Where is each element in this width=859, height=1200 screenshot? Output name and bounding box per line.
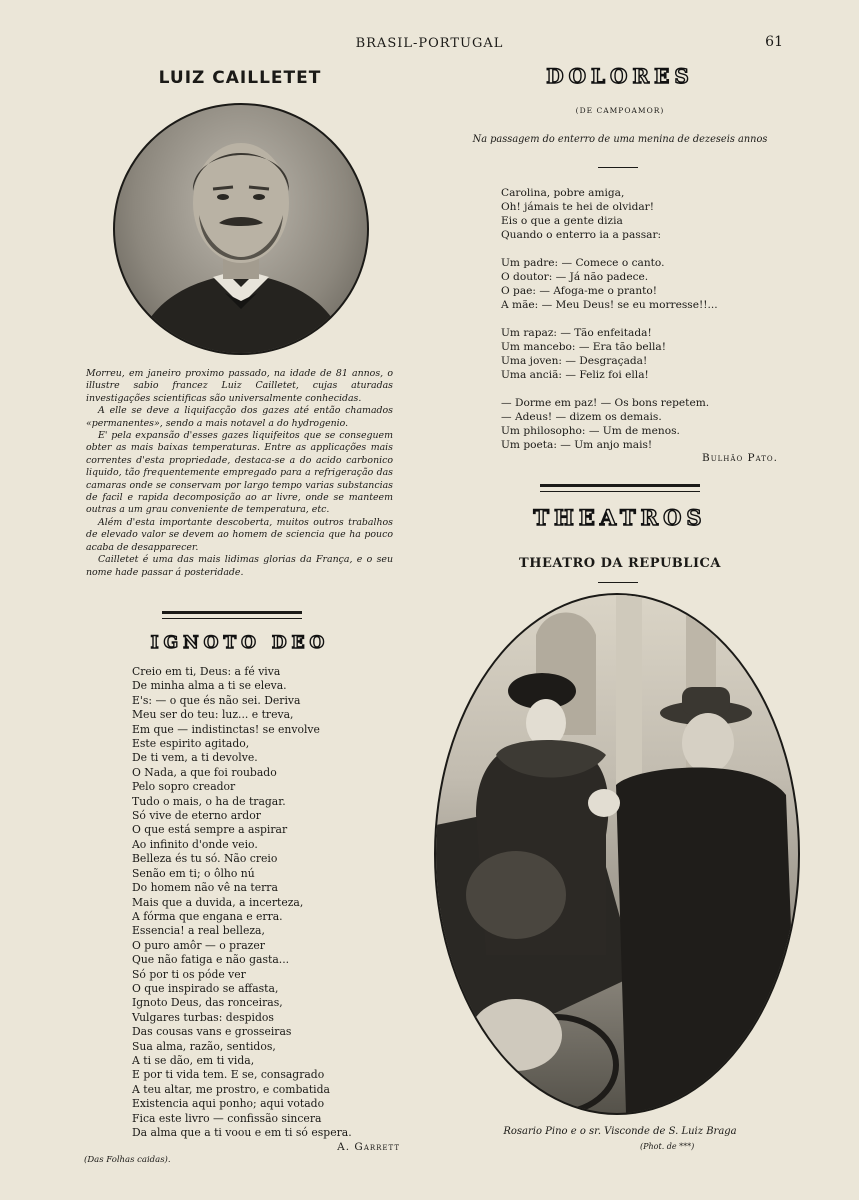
poem-line: Ignoto Deus, das ronceiras, (132, 996, 283, 1010)
poem-line: Sua alma, razão, sentidos, (132, 1039, 276, 1053)
poem-line: Creio em ti, Deus: a fé viva (132, 665, 281, 678)
poem-body (132, 665, 372, 1140)
poem-line: Belleza és tu só. Não creio (132, 852, 278, 866)
poem-line: Um rapaz: — Tão enfeitada! (501, 327, 652, 339)
poem-author: A. Garrett (337, 1141, 400, 1153)
poem-title: DOLORES (546, 64, 694, 88)
poem-line: Senão em ti; o ôlho nú (132, 866, 255, 880)
poem-line: Oh! jámais te hei de olvidar! (501, 201, 655, 213)
poem-line: Só por ti os póde ver (132, 967, 246, 981)
poem-line: Da alma que a ti voou e em ti só espera. (132, 1126, 352, 1139)
poem-line: E's: — o que és não sei. Deriva (132, 693, 301, 707)
poem-title: IGNOTO DEO (150, 633, 330, 653)
running-header: BRASIL-PORTUGAL (355, 36, 504, 51)
section-divider (540, 491, 700, 492)
poem-line: Ao infinito d'onde veio. (132, 837, 258, 851)
subsection-divider (598, 582, 638, 583)
poem-line: A mãe: — Meu Deus! se eu morresse!!... (501, 299, 718, 311)
poem-line: A teu altar, me prostro, e combatida (132, 1082, 330, 1096)
article-paragraph: Além d'esta importante descoberta, muitos outros trabalhos de elevado valor se devem ao homem de sciencia que ha pouco acaba de desapparecer. (86, 516, 393, 553)
portrait-illustration (115, 105, 367, 353)
epigraph-divider (598, 167, 638, 168)
poem-author: Bulhão Pato. (702, 452, 778, 464)
poem-line: Existencia aqui ponho; aqui votado (132, 1097, 325, 1111)
poem-epigraph: Na passagem do enterro de uma menina de dezeseis annos (472, 134, 768, 145)
poem-line: O que inspirado se affasta, (132, 981, 279, 995)
poem-line: — Adeus! — dizem os demais. (501, 411, 662, 423)
poem-line: Uma joven: — Desgraçada! (501, 355, 648, 367)
article-title: LUIZ CAILLETET (158, 68, 322, 88)
section-divider (540, 484, 700, 487)
poem-line: Este espirito agitado, (132, 737, 250, 751)
section-divider (162, 618, 302, 619)
portrait-photo (113, 103, 369, 355)
poem-line: Mais que a duvida, a incerteza, (132, 895, 304, 909)
poem-line: Em que — indistinctas! se envolve (132, 722, 320, 736)
poem-line: O pae: — Afoga-me o pranto! (501, 285, 658, 297)
theatre-illustration (436, 595, 798, 1113)
poem-line: Fica este livro — confissão sincera (132, 1111, 322, 1125)
article-paragraph: Morreu, em janeiro proximo passado, na idade de 81 annos, o illustre sabio francez Luiz Cailletet, cujas aturadas investigações scientificas são universalmente conhecidas. (86, 368, 393, 404)
poem-line: Das cousas vans e grosseiras (132, 1025, 292, 1039)
article-paragraph: A elle se deve a liquifacção dos gazes até então chamados «permanentes», sendo a mais notavel a do hydrogenio. (86, 405, 393, 429)
poem-line: Uma anciã: — Feliz foi ella! (501, 369, 649, 381)
poem-line: A ti se dão, em ti vida, (132, 1053, 255, 1067)
poem-line: Um mancebo: — Era tão bella! (501, 341, 666, 353)
poem-line: Tudo o mais, o ha de tragar. (132, 794, 286, 808)
poem-source: (Das Folhas caidas). (84, 1155, 171, 1165)
poem-line: Pelo sopro creador (132, 780, 236, 794)
theatre-photo (434, 593, 800, 1115)
poem-line: Só vive de eterno ardor (132, 809, 261, 823)
poem-line: Vulgares turbas: despidos (132, 1010, 274, 1024)
poem-line: O Nada, a que foi roubado (132, 765, 277, 779)
photo-credit: (Phot. de ***) (640, 1142, 695, 1151)
poem-line: O puro amôr — o prazer (132, 938, 265, 952)
poem-line: Que não fatiga e não gasta... (132, 953, 290, 967)
poem-line: De ti vem, a ti devolve. (132, 751, 258, 765)
poem-line: Eis o que a gente dizia (501, 215, 623, 227)
poem-line: Um padre: — Comece o canto. (501, 257, 665, 269)
poem-line: Quando o enterro ia a passar: (501, 229, 662, 241)
section-title: THEATROS (533, 505, 707, 530)
article-text (86, 368, 393, 579)
poem-line: Do homem não vê na terra (132, 881, 278, 895)
poem-line: Carolina, pobre amiga, (501, 187, 625, 199)
poem-line: Essencia! a real belleza, (132, 924, 265, 938)
poem-line: O doutor: — Já não padece. (501, 271, 649, 283)
poem-line: Um philosopho: — Um de menos. (501, 425, 680, 437)
article-paragraph: Cailletet é uma das mais lidimas glorias da França, e o seu nome hade passar á posteridade. (86, 554, 393, 578)
section-divider (162, 611, 302, 614)
photo-caption: Rosario Pino e o sr. Visconde de S. Luiz Braga (503, 1126, 737, 1137)
poem-line: Um poeta: — Um anjo mais! (501, 439, 653, 451)
poem-subtitle: (DE CAMPOAMOR) (575, 106, 665, 115)
poem-line: O que está sempre a aspirar (132, 823, 288, 837)
page-number: 61 (765, 34, 783, 50)
poem-line: De minha alma a ti se eleva. (132, 679, 287, 693)
poem-body (501, 186, 781, 452)
poem-line: E por ti vida tem. E se, consagrado (132, 1068, 325, 1082)
poem-line: — Dorme em paz! — Os bons repetem. (501, 397, 710, 409)
subsection-title: THEATRO DA REPUBLICA (519, 556, 721, 571)
poem-line: A fórma que engana e erra. (132, 909, 283, 923)
poem-line: Meu ser do teu: luz... e treva, (132, 708, 294, 722)
article-paragraph: E' pela expansão d'esses gazes liquifeitos que se conseguem obter as mais baixas temperaturas. Entre as applicações mais correntes d'esta propriedade, destaca-se a do acido carbonico liquido, tão frequentemente empregado para a refrigeração das camaras onde se conservam por largo tempo varias substancias de facil e rapida decomposição ao ar livre, onde se manteem outras a um grau conveniente de temperatura, etc. (86, 430, 393, 516)
